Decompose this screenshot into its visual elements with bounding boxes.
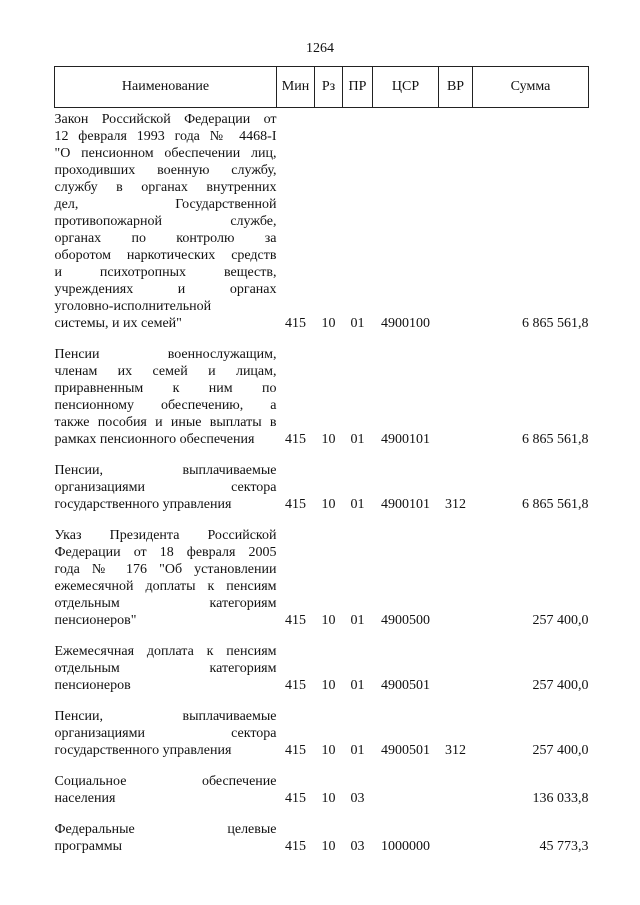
header-name: Наименование <box>55 67 277 108</box>
name-line: Федеральные целевые <box>54 822 277 837</box>
table-row <box>55 346 589 448</box>
name-line: проходивших военную службу, <box>54 163 277 178</box>
cell-pr: 03 <box>350 839 365 854</box>
name-line: Пенсии, выплачиваемые <box>54 709 277 724</box>
cell-csr: 4900501 <box>381 743 430 758</box>
header-vr: ВР <box>439 67 473 108</box>
name-line: Пенсии, выплачиваемые <box>54 463 277 478</box>
name-line: дел, Государственной <box>54 197 277 212</box>
row-spacer <box>55 513 589 527</box>
cell-pr: 03 <box>350 791 365 806</box>
table-body <box>55 108 589 856</box>
cell-csr: 1000000 <box>381 839 430 854</box>
cell-sum: 6 865 561,8 <box>522 316 589 331</box>
header-pr: ПР <box>343 67 373 108</box>
cell-sum: 136 033,8 <box>532 791 589 806</box>
name-line: Указ Президента Российской <box>54 528 277 543</box>
table-row <box>55 773 589 807</box>
table-row <box>55 111 589 332</box>
row-name <box>55 527 277 629</box>
cell-rz: 10 <box>321 839 336 854</box>
cell-pr: 01 <box>350 432 365 447</box>
name-line: пенсионному обеспечению, а <box>54 398 277 413</box>
name-line: органах по контролю за <box>54 231 277 246</box>
row-spacer <box>55 694 589 708</box>
cell-vr <box>439 773 473 807</box>
row-spacer <box>55 807 589 821</box>
row-spacer <box>55 448 589 462</box>
name-line: Пенсии военнослужащим, <box>54 347 277 362</box>
cell-sum: 6 865 561,8 <box>522 497 589 512</box>
cell-vr <box>439 643 473 694</box>
cell-min: 415 <box>285 316 306 331</box>
name-line: 12 февраля 1993 года № 4468-I <box>54 129 277 144</box>
row-name <box>55 773 277 807</box>
name-line: года № 176 "Об установлении <box>54 562 277 577</box>
cell-min: 415 <box>285 743 306 758</box>
name-line: отдельным категориям <box>54 596 277 611</box>
header-csr: ЦСР <box>373 67 439 108</box>
name-line: Закон Российской Федерации от <box>54 112 277 127</box>
cell-min: 415 <box>285 791 306 806</box>
cell-vr <box>439 527 473 629</box>
name-line: ежемесячной доплаты к пенсиям <box>54 579 277 594</box>
cell-pr: 01 <box>350 678 365 693</box>
cell-pr: 01 <box>350 316 365 331</box>
cell-min: 415 <box>285 678 306 693</box>
cell-csr <box>373 773 439 807</box>
name-line: программы <box>54 839 123 854</box>
cell-min: 415 <box>285 613 306 628</box>
row-spacer <box>55 759 589 773</box>
name-line: службу в органах внутренних <box>54 180 277 195</box>
name-line: учреждениях и органах <box>54 282 277 297</box>
name-line: уголовно-исполнительной <box>54 299 212 314</box>
row-name <box>55 346 277 448</box>
cell-pr: 01 <box>350 497 365 512</box>
cell-rz: 10 <box>321 613 336 628</box>
cell-pr: 01 <box>350 613 365 628</box>
header-min: Мин <box>277 67 315 108</box>
header-sum: Сумма <box>473 67 589 108</box>
name-line: "О пенсионном обеспечении лиц, <box>54 146 277 161</box>
name-line: отдельным категориям <box>54 661 277 676</box>
name-line: Социальное обеспечение <box>54 774 277 789</box>
name-line: государственного управления <box>54 497 232 512</box>
cell-sum: 45 773,3 <box>539 839 589 854</box>
cell-vr <box>439 346 473 448</box>
row-name <box>55 708 277 759</box>
table-row <box>55 643 589 694</box>
name-line: противопожарной службе, <box>54 214 277 229</box>
row-name <box>55 643 277 694</box>
name-line: также пособия и иные выплаты в <box>54 415 277 430</box>
cell-sum: 257 400,0 <box>532 743 589 758</box>
cell-csr: 4900501 <box>381 678 430 693</box>
table-row <box>55 462 589 513</box>
cell-vr <box>439 111 473 332</box>
row-name <box>55 821 277 855</box>
name-line: организациями сектора <box>54 726 277 741</box>
cell-rz: 10 <box>321 678 336 693</box>
cell-min: 415 <box>285 497 306 512</box>
cell-vr: 312 <box>445 743 466 758</box>
row-name <box>55 462 277 513</box>
name-line: оборотом наркотических средств <box>54 248 277 263</box>
cell-pr: 01 <box>350 743 365 758</box>
table-row <box>55 708 589 759</box>
row-spacer <box>55 629 589 643</box>
cell-rz: 10 <box>321 432 336 447</box>
row-name <box>55 111 277 332</box>
table-row <box>55 527 589 629</box>
header-rz: Рз <box>315 67 343 108</box>
budget-table <box>54 66 589 855</box>
cell-vr: 312 <box>445 497 466 512</box>
cell-csr: 4900101 <box>381 497 430 512</box>
table-row <box>55 821 589 855</box>
cell-sum: 6 865 561,8 <box>522 432 589 447</box>
name-line: пенсионеров" <box>54 613 137 628</box>
name-line: и психотропных веществ, <box>54 265 277 280</box>
cell-rz: 10 <box>321 791 336 806</box>
name-line: Федерации от 18 февраля 2005 <box>54 545 277 560</box>
name-line: организациями сектора <box>54 480 277 495</box>
cell-min: 415 <box>285 839 306 854</box>
row-spacer <box>55 332 589 346</box>
name-line: членам их семей и лицам, <box>54 364 277 379</box>
table-header-row <box>55 67 589 108</box>
cell-rz: 10 <box>321 316 336 331</box>
cell-csr: 4900500 <box>381 613 430 628</box>
cell-csr: 4900100 <box>381 316 430 331</box>
name-line: приравненным к ним по <box>54 381 277 396</box>
name-line: населения <box>54 791 116 806</box>
cell-csr: 4900101 <box>381 432 430 447</box>
cell-vr <box>439 821 473 855</box>
cell-sum: 257 400,0 <box>532 613 589 628</box>
cell-sum: 257 400,0 <box>532 678 589 693</box>
name-line: рамках пенсионного обеспечения <box>54 432 255 447</box>
name-line: государственного управления <box>54 743 232 758</box>
name-line: системы, и их семей" <box>54 316 182 331</box>
name-line: пенсионеров <box>54 678 131 693</box>
page-number: 1264 <box>306 41 334 56</box>
cell-rz: 10 <box>321 497 336 512</box>
cell-min: 415 <box>285 432 306 447</box>
cell-rz: 10 <box>321 743 336 758</box>
name-line: Ежемесячная доплата к пенсиям <box>54 644 277 659</box>
